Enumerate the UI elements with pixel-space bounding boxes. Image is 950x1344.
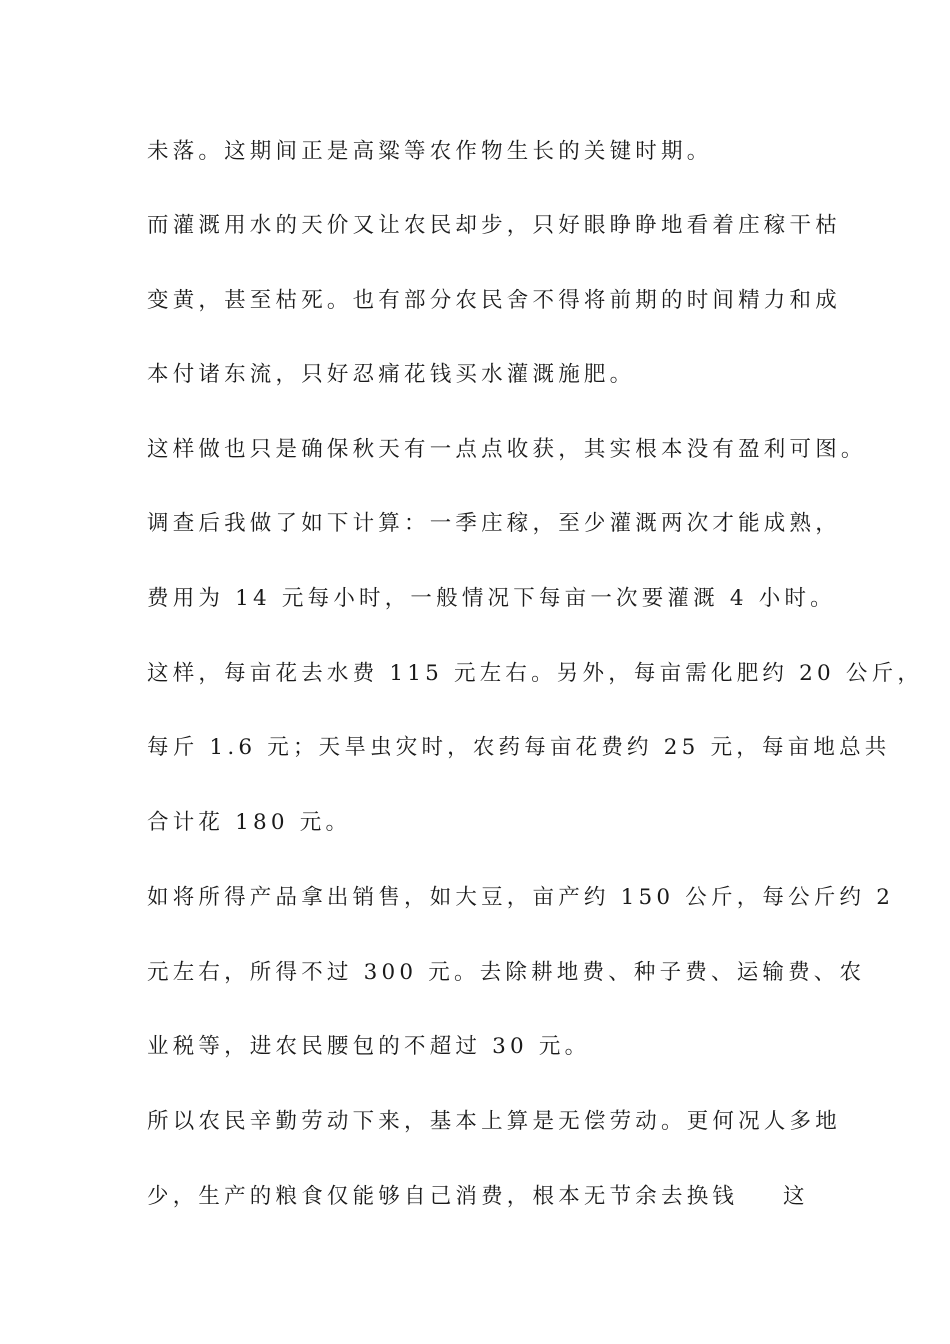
text-line: 这样，每亩花去水费 115 元左右。另外，每亩需化肥约 20 公斤， bbox=[147, 661, 924, 686]
text-line: 业税等，进农民腰包的不超过 30 元。 bbox=[147, 1034, 591, 1059]
text-line: 合计花 180 元。 bbox=[147, 810, 352, 835]
text-line: 如将所得产品拿出销售，如大豆，亩产约 150 公斤，每公斤约 2 bbox=[147, 885, 895, 910]
text-line: 本付诸东流，只好忍痛花钱买水灌溉施肥。 bbox=[147, 362, 636, 387]
text-line: 所以农民辛勤劳动下来，基本上算是无偿劳动。更何况人多地 bbox=[147, 1109, 841, 1134]
text-line: 变黄，甚至枯死。也有部分农民舍不得将前期的时间精力和成 bbox=[147, 288, 841, 313]
text-line: 而灌溉用水的天价又让农民却步，只好眼睁睁地看着庄稼干枯 bbox=[147, 213, 841, 238]
text-line: 每斤 1.6 元；天旱虫灾时，农药每亩花费约 25 元，每亩地总共 bbox=[147, 735, 891, 760]
text-line: 少，生产的粮食仅能够自己消费，根本无节余去换钱 bbox=[147, 1184, 739, 1209]
text-line: 元左右，所得不过 300 元。去除耕地费、种子费、运输费、农 bbox=[147, 960, 866, 985]
text-line: 调查后我做了如下计算：一季庄稼，至少灌溉两次才能成熟， bbox=[147, 511, 841, 536]
text-line: 这样做也只是确保秋天有一点点收获，其实根本没有盈利可图。 bbox=[147, 437, 867, 462]
text-line: 未落。这期间正是高粱等农作物生长的关键时期。 bbox=[147, 139, 713, 164]
trailing-character: 这 bbox=[783, 1184, 805, 1209]
text-line: 费用为 14 元每小时，一般情况下每亩一次要灌溉 4 小时。 bbox=[147, 586, 836, 611]
